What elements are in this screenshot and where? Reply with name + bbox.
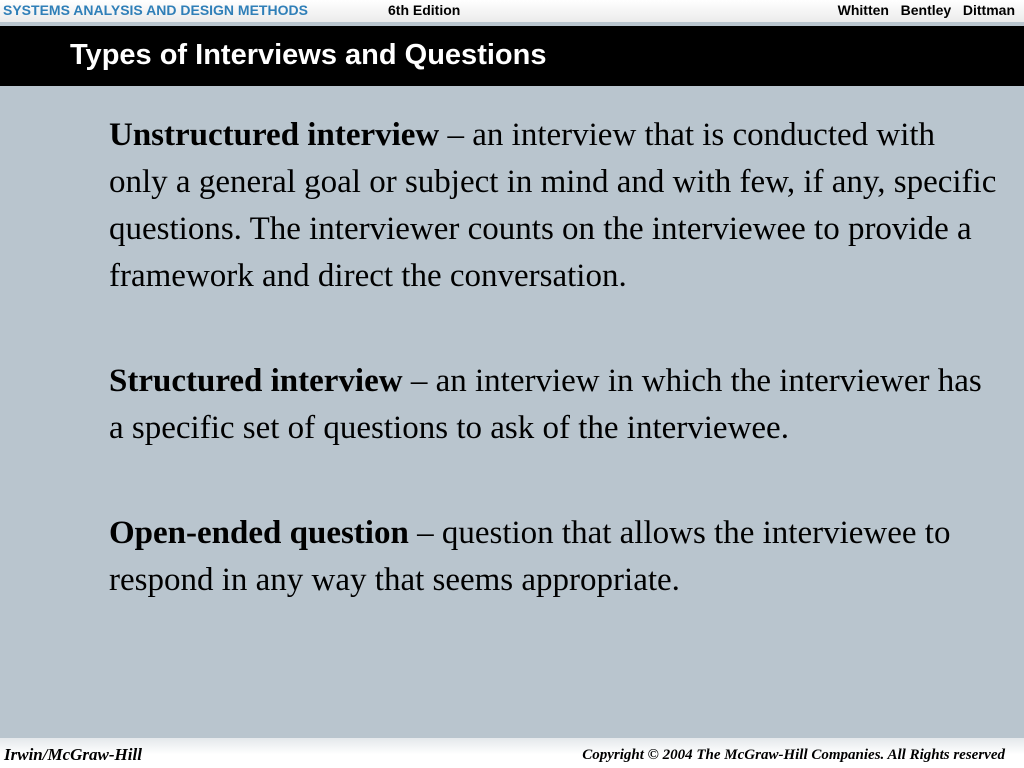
definition-structured-interview (109, 358, 999, 452)
edition-label: 6th Edition (388, 2, 461, 18)
book-title: SYSTEMS ANALYSIS AND DESIGN METHODS (3, 2, 308, 18)
slide-content (109, 112, 999, 662)
definition-text: – an interview in which the interviewer has a specific set of questions to ask of the interviewee. (109, 363, 982, 446)
definition-text: – question that allows the interviewee to respond in any way that seems appropriate. (109, 515, 951, 598)
definition-term: Open-ended question (109, 515, 409, 551)
authors-label: Whitten Bentley Dittman (837, 2, 1015, 18)
definition-term: Structured interview (109, 363, 403, 399)
definition-term: Unstructured interview (109, 117, 440, 153)
definition-unstructured-interview (109, 112, 999, 300)
copyright-label: Copyright © 2004 The McGraw-Hill Companies. All Rights reserved (582, 747, 1005, 763)
publisher-label: Irwin/McGraw-Hill (4, 745, 142, 764)
header-bar (0, 0, 1024, 22)
footer-bar (0, 738, 1024, 768)
definition-text: – an interview that is conducted with only a general goal or subject in mind and with few, if any, specific questions. The interviewer counts on the interviewee to provide a framework and direct the conversation. (109, 117, 997, 294)
title-bar (0, 26, 1024, 86)
slide-title: Types of Interviews and Questions (70, 39, 547, 71)
definition-open-ended-question (109, 510, 999, 604)
